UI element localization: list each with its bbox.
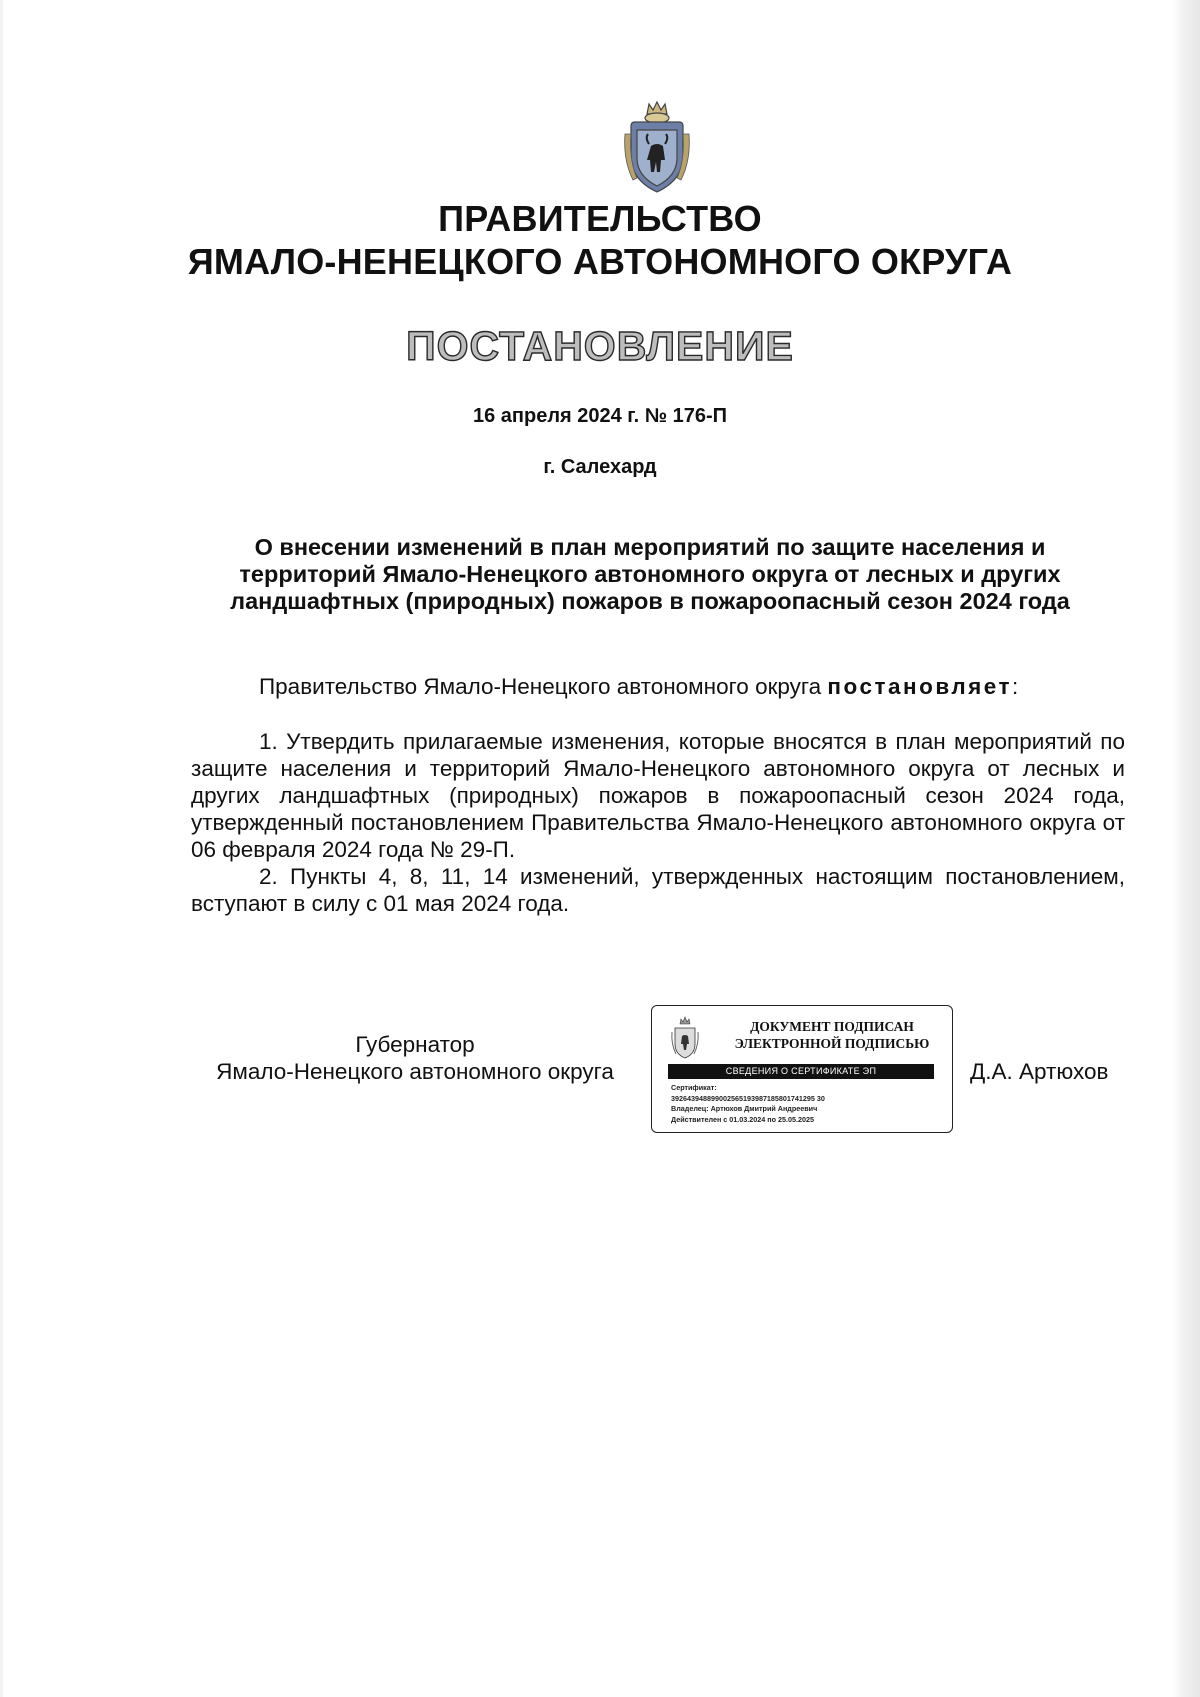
stamp-title-line1: ДОКУМЕНТ ПОДПИСАН [750,1019,914,1034]
stamp-cert-label: Сертификат: [671,1083,717,1092]
paragraph-2: 2. Пункты 4, 8, 11, 14 изменений, утвержденных настоящим постановлением, вступают в силу с 01 мая 2024 года. [191,864,1125,916]
signatory-position [190,1031,640,1085]
stamp-owner: Владелец: Артюхов Дмитрий Андреевич [671,1104,818,1113]
document-subject [190,534,1110,615]
paragraph-1: 1. Утвердить прилагаемые изменения, которые вносятся в план мероприятий по защите населения и территорий Ямало-Ненецкого автономного округа от лесных и других ландшафтных (природных) пожаров в пожароопасный сезон 2024 года, утвержденный постановлением Правительства Ямало-Ненецкого автономного округа от 06 февраля 2024 года № 29-П. [191,729,1125,862]
stamp-valid: Действителен с 01.03.2024 по 25.05.2025 [671,1114,814,1124]
preamble-colon: : [1012,674,1019,699]
coat-of-arms-emblem [621,100,693,196]
stamp-emblem-icon [670,1016,700,1060]
document-city: г. Салехард [543,456,657,478]
document-type: ПОСТАНОВЛЕНИЕ [406,323,794,369]
signer-name: Д.А. Артюхов [970,1059,1109,1084]
stamp-details [671,1083,943,1125]
electronic-signature-stamp [651,1005,953,1133]
document-body [191,728,1125,917]
subject-line1: О внесении изменений в план мероприятий по защите населения и [254,534,1046,560]
page-edge-right [1172,0,1200,1697]
stamp-title-line2: ЭЛЕКТРОННОЙ ПОДПИСЬЮ [734,1036,930,1051]
subject-line3: ландшафтных (природных) пожаров в пожароопасный сезон 2024 года [230,588,1070,614]
stamp-title [720,1018,944,1052]
government-title-line2: ЯМАЛО-НЕНЕЦКОГО АВТОНОМНОГО ОКРУГА [187,241,1013,282]
stamp-cert-number: 392643948899002565193987185801741295 30 [671,1093,825,1103]
preamble [259,673,1018,700]
document-date-number: 16 апреля 2024 г. № 176-П [472,405,728,427]
preamble-bold: постановляет [827,674,1013,699]
government-title-line1: ПРАВИТЕЛЬСТВО [438,198,762,239]
signatory-position-line2: Ямало-Ненецкого автономного округа [216,1059,614,1084]
page-edge-left [0,0,3,1697]
preamble-text: Правительство Ямало-Ненецкого автономного округа [259,674,828,699]
subject-line2: территорий Ямало-Ненецкого автономного округа от лесных и других [239,561,1061,587]
signatory-position-line1: Губернатор [355,1032,475,1057]
stamp-certificate-bar: СВЕДЕНИЯ О СЕРТИФИКАТЕ ЭП [668,1064,934,1079]
government-title [150,197,1050,283]
